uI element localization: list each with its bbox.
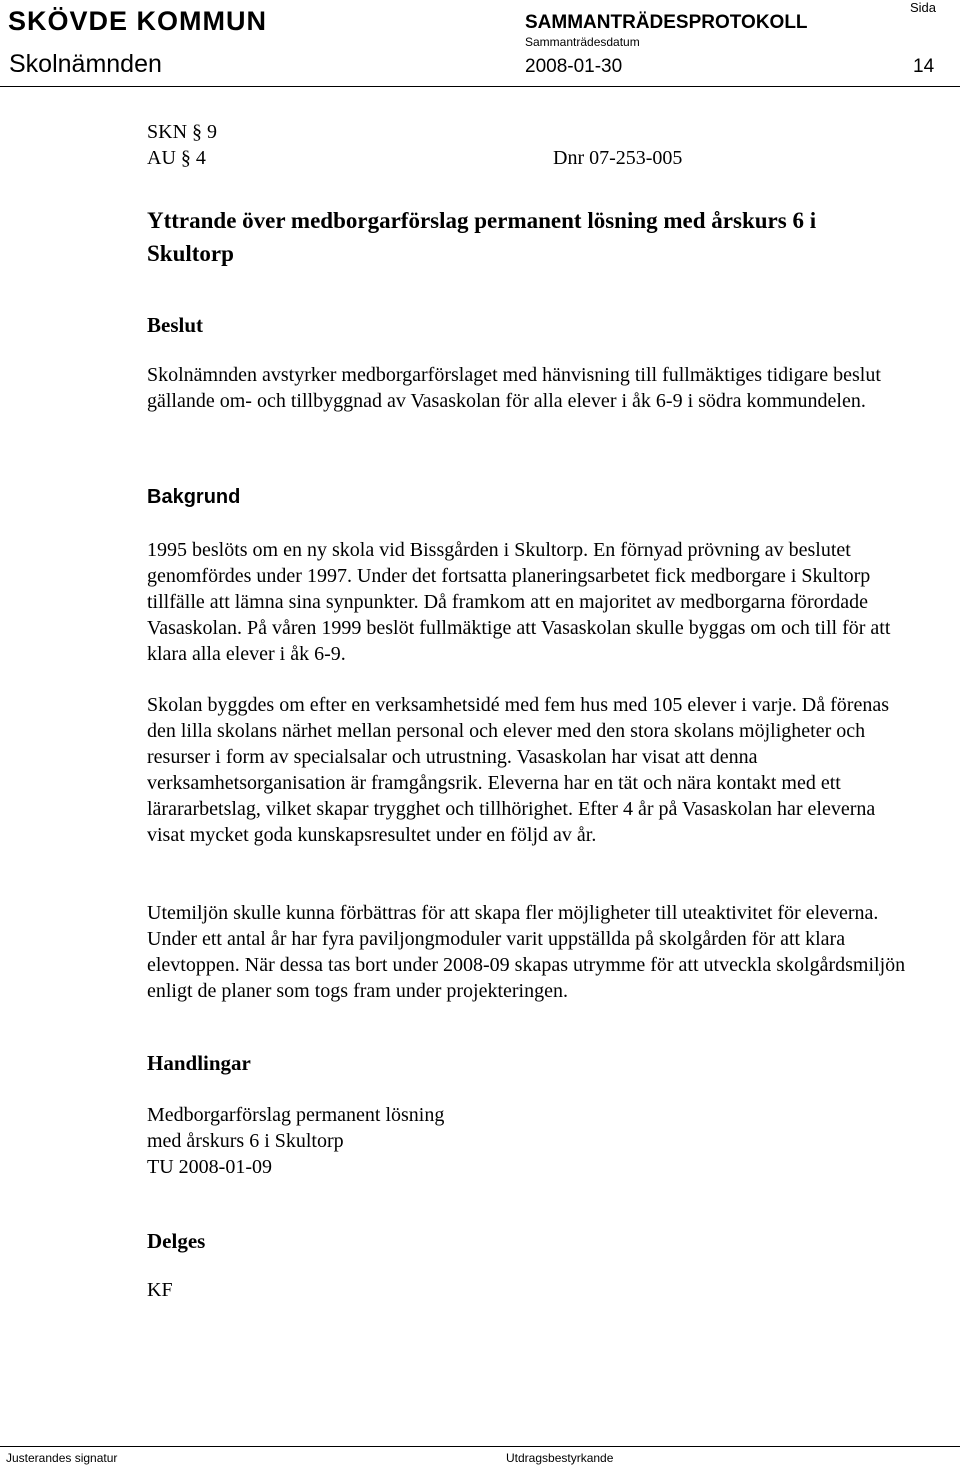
date-label: Sammanträdesdatum <box>525 35 640 49</box>
municipality-logo: SKÖVDE KOMMUN <box>8 6 268 36</box>
signature-label: Justerandes signatur <box>6 1451 118 1465</box>
au-reference: AU § 4 <box>147 147 206 169</box>
delges-heading: Delges <box>147 1229 206 1253</box>
skn-reference: SKN § 9 <box>147 121 218 143</box>
document-type: SAMMANTRÄDESPROTOKOLL <box>525 12 808 33</box>
bakgrund-paragraph-2: Skolan byggdes om efter en verksamhetsidé med fem hus med 105 elever i varje. Då förenas den lilla skolans närhet mellan personal och elever med den stora skolans möjligheter och resurser i form av specialsalar och utrustning. Vasaskolan har visat att denna verksamhetsorganisation är framgångsrik. Eleverna har en tät och nära kontakt med ett lärararbetslag, vilket skapar trygghet och tillhörighet. Efter 4 år på Vasaskolan har eleverna visat mycket goda kunskapsresultet under en följd av år. <box>147 694 889 846</box>
bakgrund-heading: Bakgrund <box>147 486 241 508</box>
committee-name: Skolnämnden <box>9 50 162 78</box>
header-divider <box>0 86 960 87</box>
diary-number: Dnr 07-253-005 <box>553 147 683 169</box>
handlingar-heading: Handlingar <box>147 1051 251 1075</box>
bakgrund-paragraph-1: 1995 beslöts om en ny skola vid Bissgården i Skultorp. En förnyad prövning av beslutet genomfördes under 1997. Under det fortsatta planeringsarbetet fick medborgare i Skultorp tillfälle att lämna sina synpunkter. Då framkom att en majoritet av medborgarna förordade Vasaskolan. På våren 1999 beslöt fullmäktige att Vasaskolan skulle byggas om och till för att klara alla elever i åk 6-9. <box>147 539 891 665</box>
document-title: Yttrande över medborgarförslag permanent lösning med årskurs 6 i Skultorp <box>147 208 817 266</box>
bakgrund-paragraph-3: Utemiljön skulle kunna förbättras för att skapa fler möjligheter till uteaktivitet för eleverna. Under ett antal år har fyra paviljongmoduler varit uppställda på skolgården för att klara elevtoppen. När dessa tas bort under 2008-09 skapas utrymme för att utveckla skolgårdsmiljön enligt de planer som togs fram under projekteringen. <box>147 902 906 1002</box>
handlingar-line-2: med årskurs 6 i Skultorp <box>147 1130 344 1152</box>
beslut-heading: Beslut <box>147 313 204 337</box>
handlingar-line-1: Medborgarförslag permanent lösning <box>147 1104 445 1126</box>
handlingar-line-3: TU 2008-01-09 <box>147 1156 272 1178</box>
delges-text: KF <box>147 1279 173 1301</box>
extract-label: Utdragsbestyrkande <box>506 1451 614 1465</box>
beslut-text: Skolnämnden avstyrker medborgarförslaget med hänvisning till fullmäktiges tidigare beslut gällande om- och tillbyggnad av Vasaskolan för alla elever i åk 6-9 i södra kommundelen. <box>147 364 881 412</box>
page-label: Sida <box>910 0 937 15</box>
meeting-date: 2008-01-30 <box>525 56 623 77</box>
footer-divider <box>0 1446 960 1447</box>
page-number: 14 <box>913 56 935 77</box>
